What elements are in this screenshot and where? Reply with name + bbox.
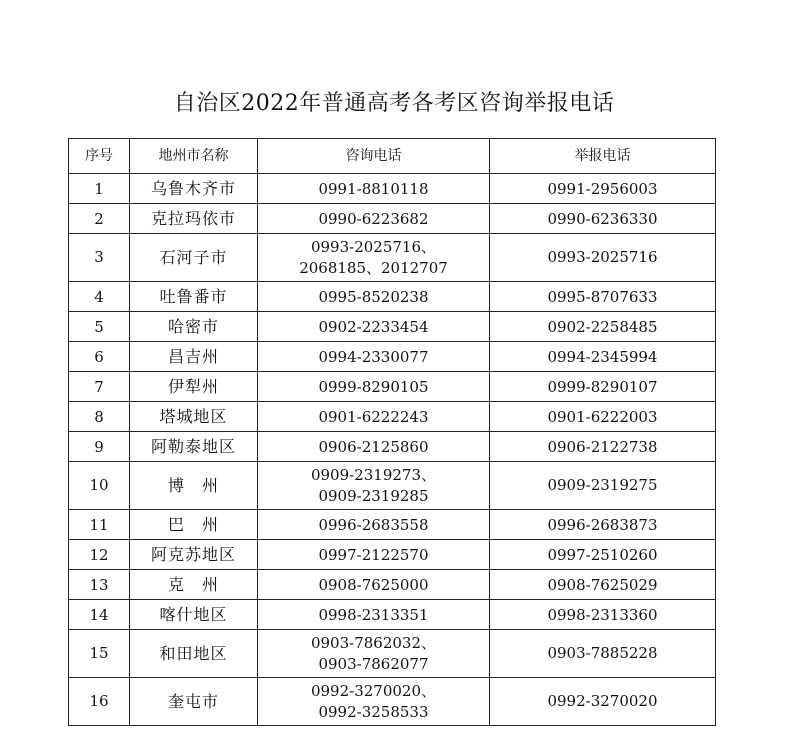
consult-phone-line: 0903-7862032、 bbox=[310, 633, 437, 652]
region-name: 巴 州 bbox=[130, 510, 258, 540]
row-index: 3 bbox=[69, 234, 130, 282]
row-index: 14 bbox=[69, 600, 130, 630]
phone-table bbox=[68, 138, 716, 726]
region-name: 奎屯市 bbox=[130, 678, 258, 726]
consult-phone-line: 2068185、2012707 bbox=[299, 258, 448, 277]
table-row bbox=[69, 174, 716, 204]
table-row bbox=[69, 540, 716, 570]
consult-phone-line: 0908-7625000 bbox=[318, 575, 429, 594]
row-index: 10 bbox=[69, 462, 130, 510]
report-phone: 0993-2025716 bbox=[490, 234, 716, 282]
consult-phone-line: 0999-8290105 bbox=[318, 377, 429, 396]
region-name: 克拉玛依市 bbox=[130, 204, 258, 234]
header-consult-phone: 咨询电话 bbox=[258, 139, 490, 174]
consult-phone-line: 0992-3258533 bbox=[318, 702, 429, 721]
region-name: 博 州 bbox=[130, 462, 258, 510]
consult-phone bbox=[258, 372, 490, 402]
table-row bbox=[69, 462, 716, 510]
table-row bbox=[69, 570, 716, 600]
row-index: 5 bbox=[69, 312, 130, 342]
consult-phone bbox=[258, 540, 490, 570]
table-row bbox=[69, 282, 716, 312]
table-row bbox=[69, 372, 716, 402]
region-name: 阿勒泰地区 bbox=[130, 432, 258, 462]
consult-phone-line: 0990-6223682 bbox=[318, 209, 429, 228]
report-phone: 0991-2956003 bbox=[490, 174, 716, 204]
report-phone: 0901-6222003 bbox=[490, 402, 716, 432]
report-phone: 0903-7885228 bbox=[490, 630, 716, 678]
report-phone: 0908-7625029 bbox=[490, 570, 716, 600]
region-name: 哈密市 bbox=[130, 312, 258, 342]
consult-phone-line: 0901-6222243 bbox=[318, 407, 429, 426]
table-row bbox=[69, 204, 716, 234]
table-body bbox=[69, 174, 716, 726]
report-phone: 0998-2313360 bbox=[490, 600, 716, 630]
report-phone: 0996-2683873 bbox=[490, 510, 716, 540]
row-index: 8 bbox=[69, 402, 130, 432]
region-name: 昌吉州 bbox=[130, 342, 258, 372]
region-name: 石河子市 bbox=[130, 234, 258, 282]
consult-phone-line: 0906-2125860 bbox=[318, 437, 429, 456]
table-header-row bbox=[69, 139, 716, 174]
row-index: 4 bbox=[69, 282, 130, 312]
row-index: 1 bbox=[69, 174, 130, 204]
consult-phone bbox=[258, 312, 490, 342]
row-index: 6 bbox=[69, 342, 130, 372]
region-name: 塔城地区 bbox=[130, 402, 258, 432]
report-phone: 0995-8707633 bbox=[490, 282, 716, 312]
consult-phone bbox=[258, 282, 490, 312]
consult-phone-line: 0997-2122570 bbox=[318, 545, 429, 564]
row-index: 9 bbox=[69, 432, 130, 462]
region-name: 克 州 bbox=[130, 570, 258, 600]
report-phone: 0999-8290107 bbox=[490, 372, 716, 402]
page-title: 自治区2022年普通高考各考区咨询举报电话 bbox=[173, 91, 615, 116]
region-name: 伊犁州 bbox=[130, 372, 258, 402]
report-phone: 0902-2258485 bbox=[490, 312, 716, 342]
header-index: 序号 bbox=[69, 139, 130, 174]
consult-phone-line: 0992-3270020、 bbox=[310, 681, 437, 700]
consult-phone-line: 0994-2330077 bbox=[318, 347, 429, 366]
consult-phone-line: 0902-2233454 bbox=[318, 317, 429, 336]
table-row bbox=[69, 312, 716, 342]
table-row bbox=[69, 600, 716, 630]
consult-phone bbox=[258, 174, 490, 204]
consult-phone-line: 0993-2025716、 bbox=[310, 237, 437, 256]
region-name: 喀什地区 bbox=[130, 600, 258, 630]
consult-phone bbox=[258, 342, 490, 372]
consult-phone bbox=[258, 432, 490, 462]
table-row bbox=[69, 342, 716, 372]
consult-phone bbox=[258, 510, 490, 540]
header-region: 地州市名称 bbox=[130, 139, 258, 174]
table-row bbox=[69, 402, 716, 432]
consult-phone bbox=[258, 630, 490, 678]
consult-phone-line: 0909-2319285 bbox=[318, 486, 429, 505]
consult-phone bbox=[258, 234, 490, 282]
table-row bbox=[69, 432, 716, 462]
consult-phone-line: 0995-8520238 bbox=[318, 287, 429, 306]
report-phone: 0906-2122738 bbox=[490, 432, 716, 462]
consult-phone-line: 0991-8810118 bbox=[318, 179, 429, 198]
region-name: 和田地区 bbox=[130, 630, 258, 678]
consult-phone-line: 0998-2313351 bbox=[318, 605, 429, 624]
row-index: 12 bbox=[69, 540, 130, 570]
row-index: 2 bbox=[69, 204, 130, 234]
consult-phone bbox=[258, 204, 490, 234]
region-name: 阿克苏地区 bbox=[130, 540, 258, 570]
header-report-phone: 举报电话 bbox=[490, 139, 716, 174]
consult-phone bbox=[258, 462, 490, 510]
report-phone: 0997-2510260 bbox=[490, 540, 716, 570]
row-index: 13 bbox=[69, 570, 130, 600]
table-row bbox=[69, 630, 716, 678]
table-row bbox=[69, 234, 716, 282]
consult-phone-line: 0996-2683558 bbox=[318, 515, 429, 534]
consult-phone bbox=[258, 678, 490, 726]
consult-phone-line: 0903-7862077 bbox=[318, 654, 429, 673]
report-phone: 0909-2319275 bbox=[490, 462, 716, 510]
report-phone: 0990-6236330 bbox=[490, 204, 716, 234]
table-row bbox=[69, 678, 716, 726]
consult-phone bbox=[258, 402, 490, 432]
consult-phone bbox=[258, 570, 490, 600]
report-phone: 0992-3270020 bbox=[490, 678, 716, 726]
table-row bbox=[69, 510, 716, 540]
row-index: 11 bbox=[69, 510, 130, 540]
consult-phone-line: 0909-2319273、 bbox=[310, 465, 437, 484]
row-index: 16 bbox=[69, 678, 130, 726]
row-index: 15 bbox=[69, 630, 130, 678]
region-name: 吐鲁番市 bbox=[130, 282, 258, 312]
row-index: 7 bbox=[69, 372, 130, 402]
region-name: 乌鲁木齐市 bbox=[130, 174, 258, 204]
consult-phone bbox=[258, 600, 490, 630]
report-phone: 0994-2345994 bbox=[490, 342, 716, 372]
